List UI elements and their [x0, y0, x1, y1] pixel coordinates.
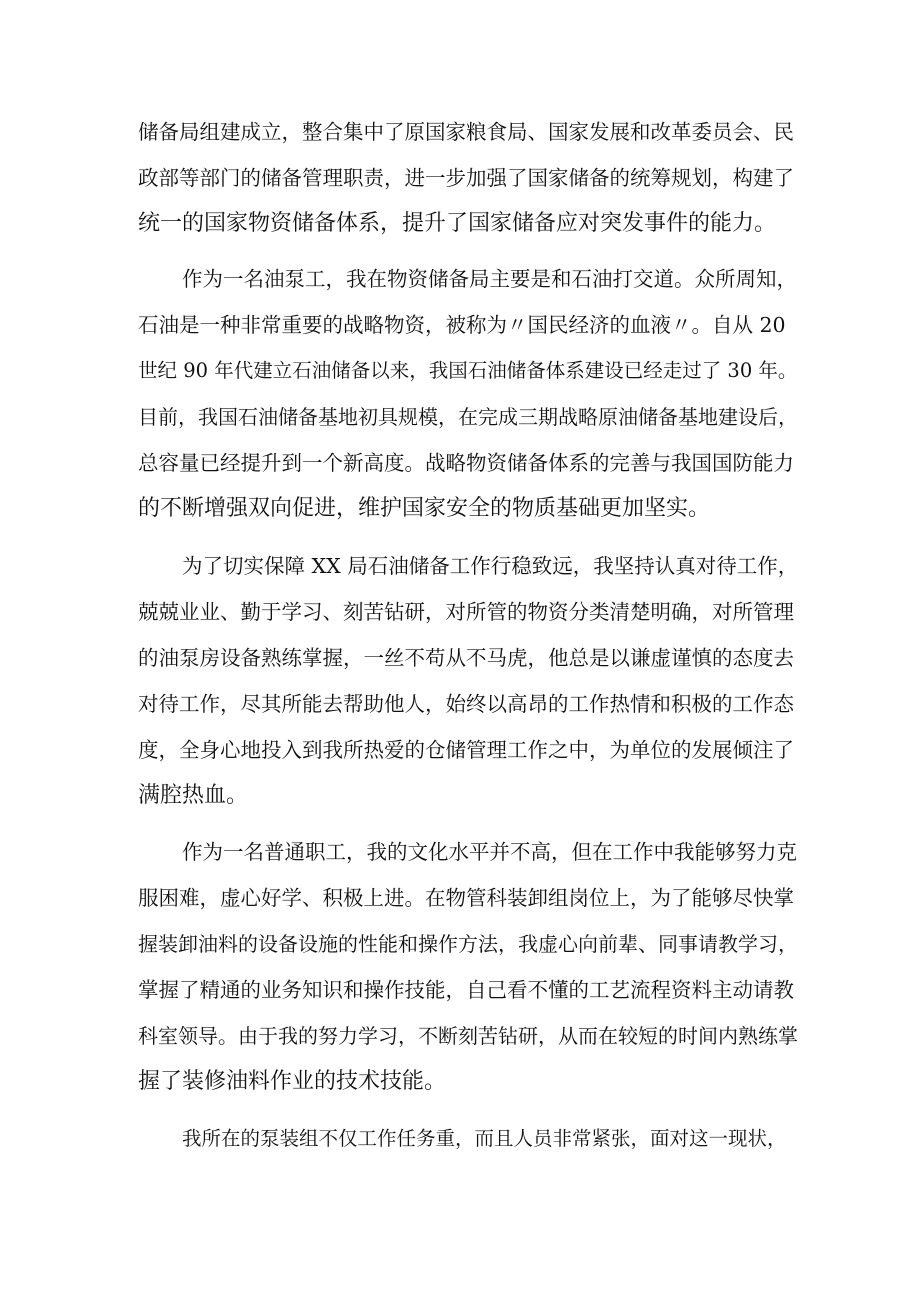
paragraph-3-line-4: 对待工作，尽其所能去帮助他人，始终以高昂的工作热情和积极的工作态 — [138, 692, 794, 716]
paragraph-2-line-6: 的不断增强双向促进，维护国家安全的物质基础更加坚实。 — [138, 496, 711, 521]
paragraph-3-line-3: 的油泵房设备熟练掌握，一丝不苟从不马虎，他总是以谦虚谨慎的态度去 — [138, 646, 794, 670]
paragraph-4-line-5: 科室领导。由于我的努力学习，不断刻苦钻研，从而在较短的时间内熟练掌 — [138, 1024, 798, 1048]
paragraph-4-line-2: 服困难，虚心好学、积极上进。在物管科装卸组岗位上，为了能够尽快掌 — [138, 886, 794, 910]
paragraph-2-line-3: 世纪 90 年代建立石油储备以来，我国石油储备体系建设已经走过了 30 年。 — [138, 359, 798, 382]
paragraph-4-line-3: 握装卸油料的设备设施的性能和操作方法，我虚心向前辈、同事请教学习， — [138, 932, 798, 956]
paragraph-3-line-6: 满腔热血。 — [138, 783, 249, 808]
paragraph-1-line-2: 政部等部门的储备管理职责，进一步加强了国家储备的统筹规划，构建了 — [138, 166, 794, 190]
paragraph-2-line-4: 目前，我国石油储备基地初具规模，在完成三期战略原油储备基地建设后， — [138, 405, 798, 429]
paragraph-2-line-2: 石油是一种非常重要的战略物资，被称为〃国民经济的血液〃。自从 20 — [138, 313, 786, 337]
paragraph-2-line-5: 总容量已经提升到一个新高度。战略物资储备体系的完善与我国国防能力 — [138, 451, 794, 475]
paragraph-4-line-6: 握了装修油料作业的技术技能。 — [138, 1069, 447, 1094]
paragraph-3-line-5: 度，全身心地投入到我所热爱的仓储管理工作之中，为单位的发展倾注了 — [138, 738, 794, 762]
paragraph-3-line-1: 为了切实保障 XX 局石油储备工作行稳致远，我坚持认真对待工作， — [182, 554, 798, 578]
paragraph-3-line-2: 兢兢业业、勤于学习、刻苦钻研，对所管的物资分类清楚明确，对所管理 — [138, 600, 794, 624]
paragraph-2-line-1: 作为一名油泵工，我在物资储备局主要是和石油打交道。众所周知， — [182, 267, 797, 291]
paragraph-5-line-1: 我所在的泵装组不仅工作任务重，而且人员非常紧张，面对这一现状， — [182, 1127, 787, 1150]
paragraph-1-line-1: 储备局组建成立，整合集中了原国家粮食局、国家发展和改革委员会、民 — [138, 120, 794, 144]
paragraph-4-line-1: 作为一名普通职工，我的文化水平并不高，但在工作中我能够努力克 — [182, 840, 797, 864]
paragraph-1-line-3: 统一的国家物资储备体系，提升了国家储备应对突发事件的能力。 — [138, 211, 777, 236]
paragraph-4-line-4: 掌握了精通的业务知识和操作技能，自己看不懂的工艺流程资料主动请教 — [138, 978, 794, 1002]
